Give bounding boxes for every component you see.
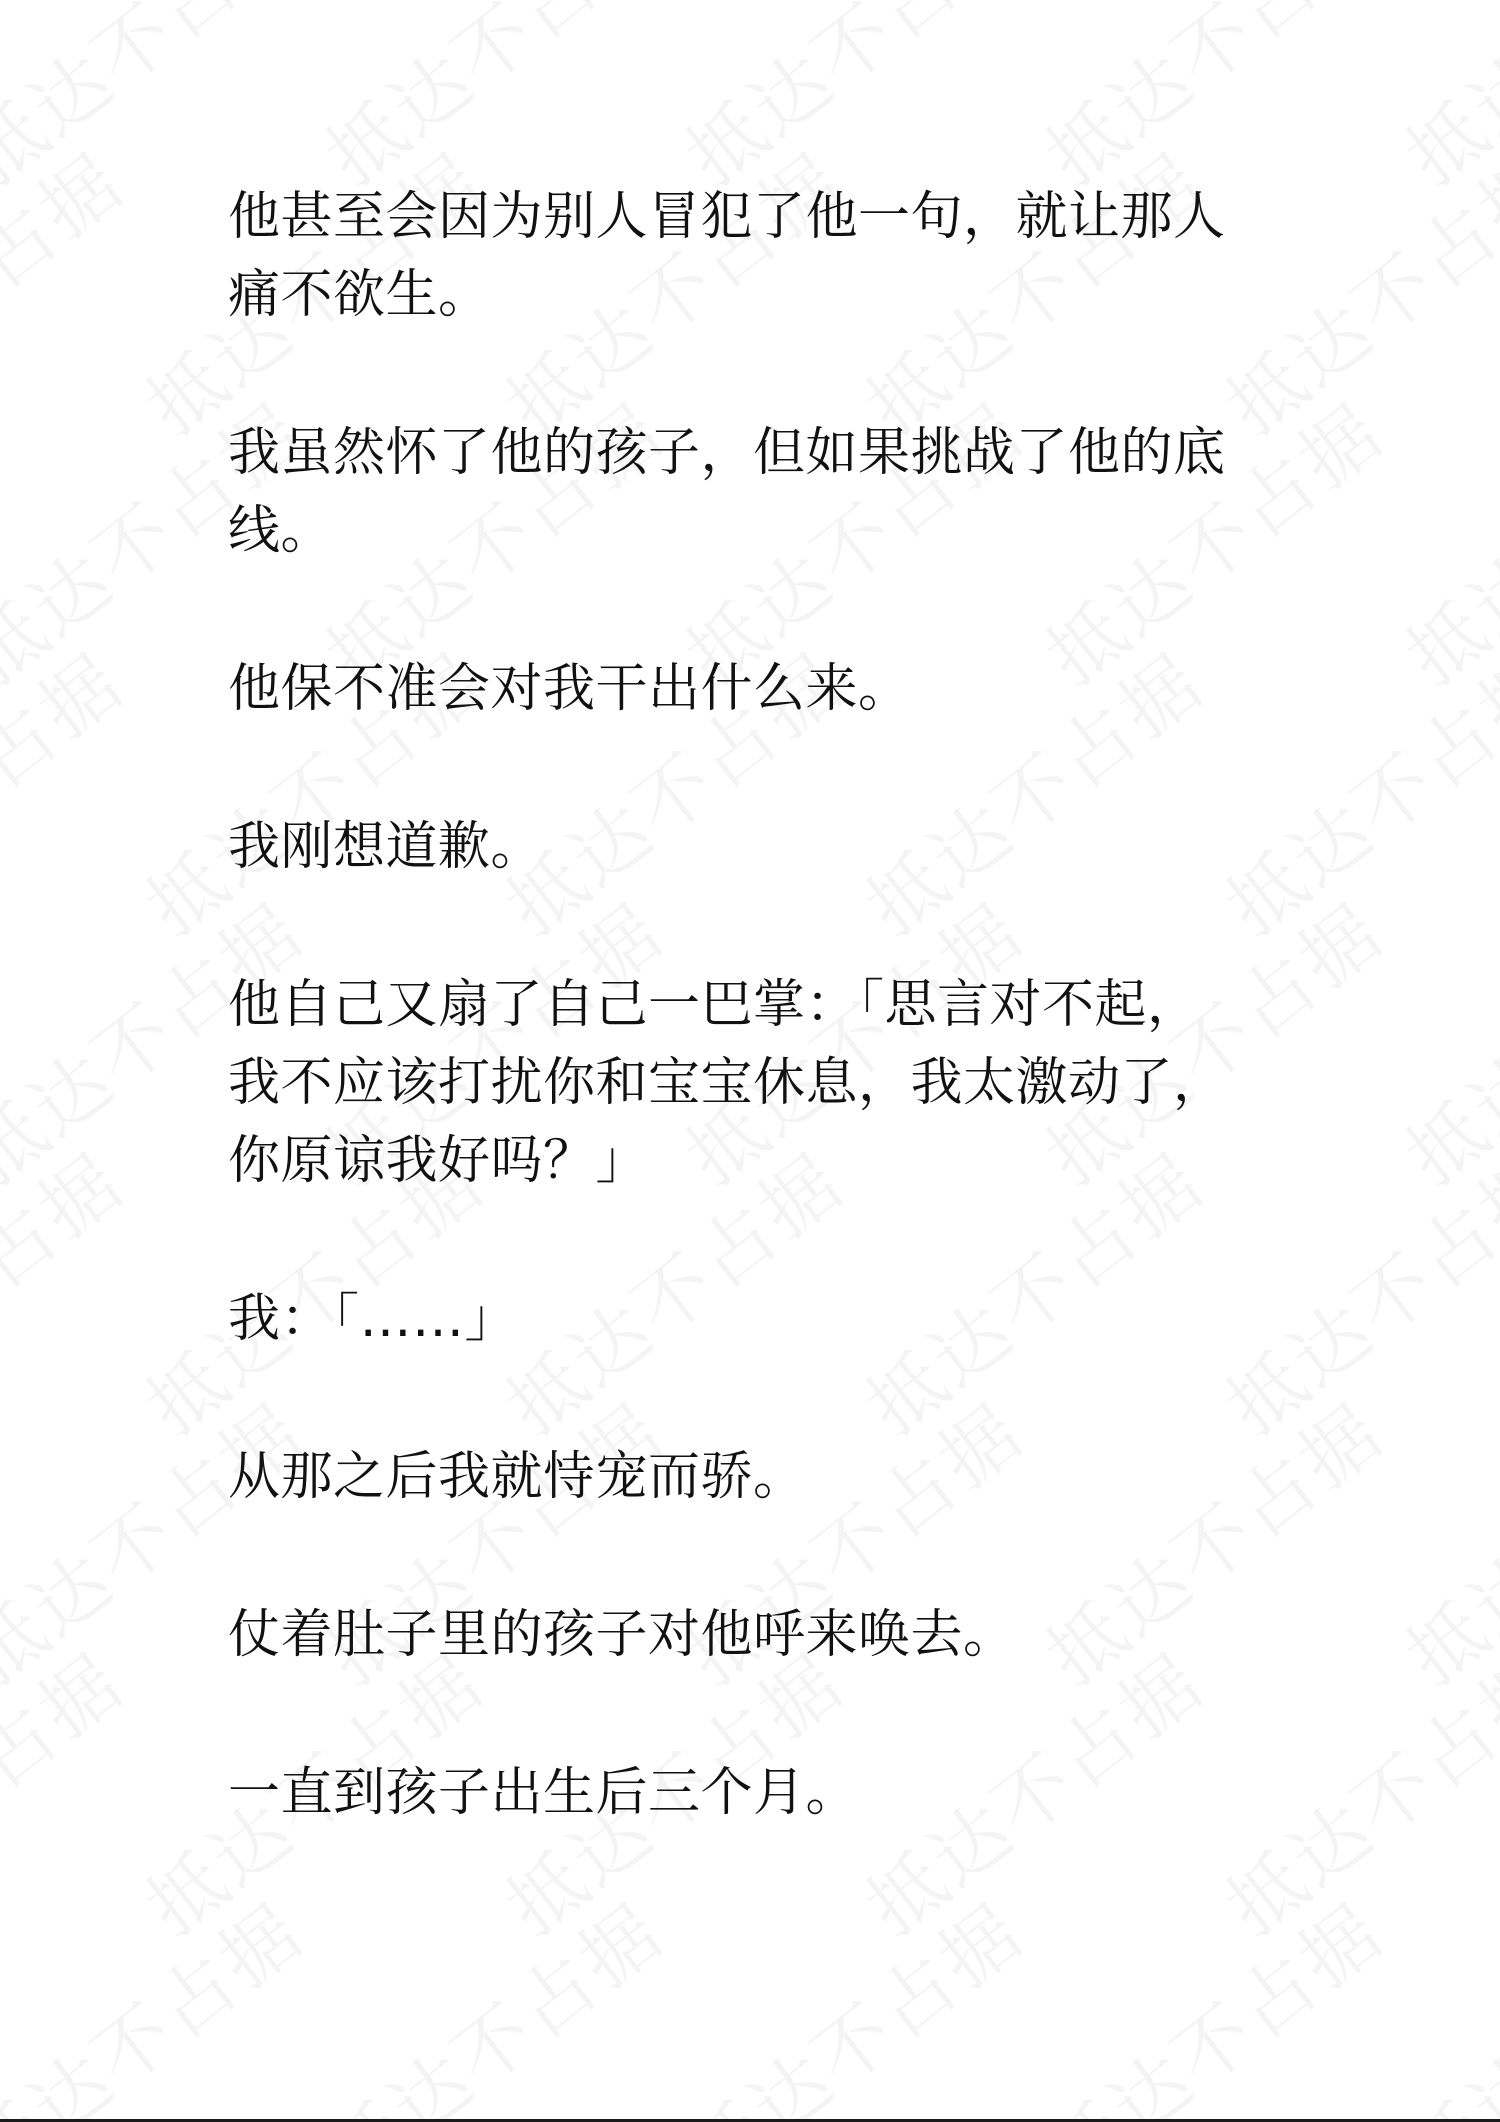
watermark-text <box>1380 1374 1500 1706</box>
watermark-text <box>0 0 322 206</box>
text-line: 我刚想道歉。 <box>228 817 544 877</box>
watermark-text <box>0 624 142 956</box>
watermark-text <box>0 124 142 456</box>
paragraph <box>228 1438 1288 1516</box>
watermark-text <box>1020 0 1402 206</box>
text-line: 他自己又扇了自己一巴掌：「思言对不起， <box>228 975 1200 1035</box>
paragraph <box>228 1280 1288 1358</box>
text-line: 我不应该打扰你和宝宝休息，我太激动了， <box>228 1053 1226 1113</box>
paragraph <box>228 1596 1288 1674</box>
text-line: 仗着肚子里的孩子对他呼来唤去。 <box>228 1605 1016 1665</box>
watermark-text <box>300 0 682 206</box>
text-line: 痛不欲生。 <box>228 265 491 325</box>
text-line: 他甚至会因为别人冒犯了他一句，就让那人 <box>228 187 1226 247</box>
paragraph <box>228 178 1288 334</box>
watermark-text <box>0 1624 142 1956</box>
text-line: 我：「……」 <box>228 1289 518 1349</box>
watermark-text <box>660 0 1042 206</box>
watermark-text <box>0 1124 142 1456</box>
text-line: 一直到孩子出生后三个月。 <box>228 1763 859 1823</box>
paragraph <box>228 650 1288 728</box>
text-line: 他保不准会对我干出什么来。 <box>228 659 911 719</box>
text-line: 你原谅我好吗？」 <box>228 1131 649 1191</box>
watermark-text <box>1380 874 1500 1206</box>
watermark-text <box>1380 374 1500 706</box>
text-line: 线。 <box>228 501 334 561</box>
paragraph <box>228 1754 1288 1832</box>
article-body <box>228 178 1288 1912</box>
watermark-text <box>1380 1874 1500 2122</box>
paragraph <box>228 808 1288 886</box>
paragraph <box>228 414 1288 570</box>
text-line: 我虽然怀了他的孩子，但如果挑战了他的底 <box>228 423 1226 483</box>
text-line: 从那之后我就恃宠而骄。 <box>228 1447 806 1507</box>
paragraph <box>228 966 1288 1200</box>
watermark-text <box>1380 0 1500 206</box>
